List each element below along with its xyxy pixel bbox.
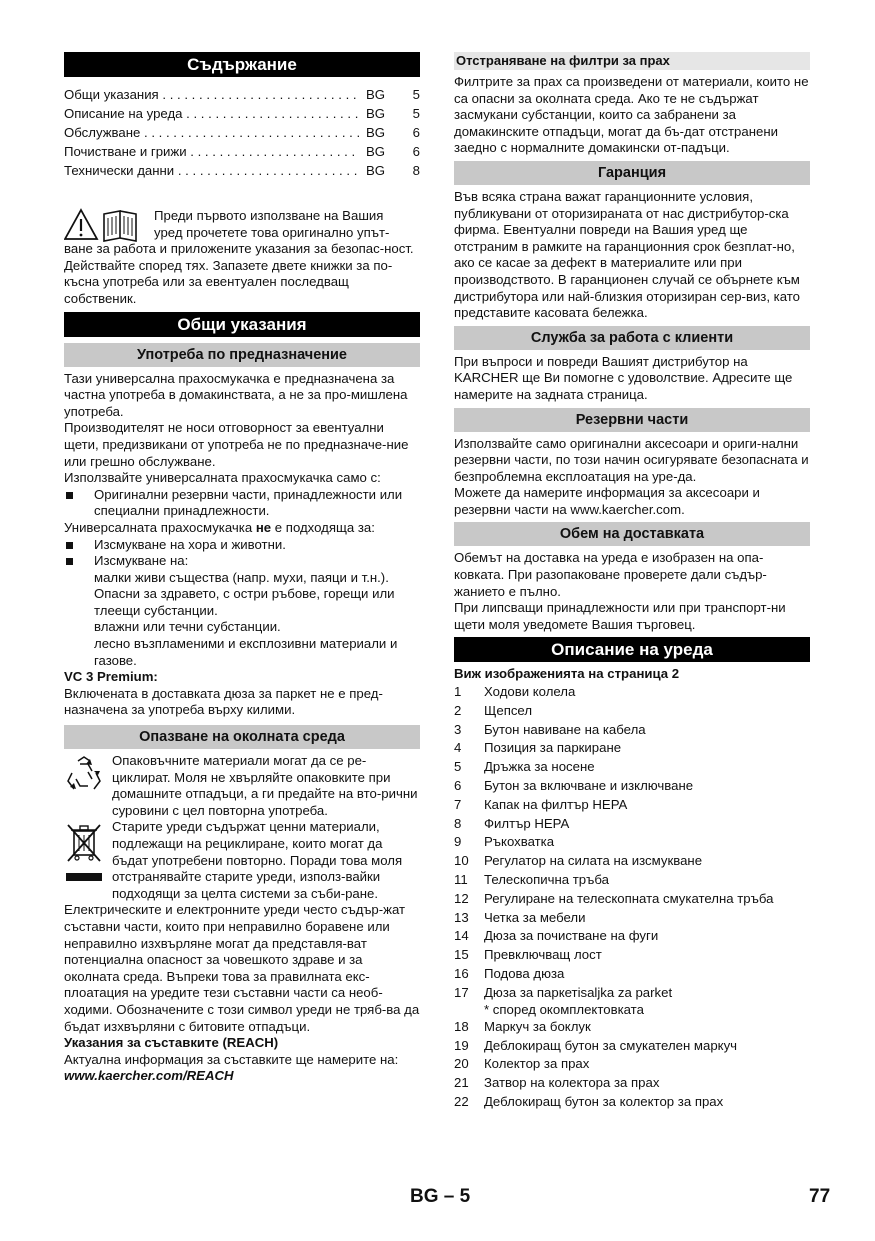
list-item: 19 Деблокиращ бутон за смукателен маркуч: [454, 1037, 738, 1053]
parts-list: [454, 683, 810, 1112]
list-item: 1 Ходови колела: [454, 684, 576, 700]
list-item: 10 Регулатор на силата на изсмукване: [454, 853, 703, 869]
footer-language-page: BG – 5: [410, 1186, 471, 1207]
list-item: Оригинални резервни части, принадлежности или специални принадлежности.: [64, 487, 420, 520]
left-column: Съдържание Общи указания . . . BG 5 Описание на уреда . . . BG 5 Обслужване . . . BG 6 Почистване и грижи . . . BG 6 Технически данни . . . BG 8 Преди първото използване на Вашия уред прочетете това оригинално упът- ване за работа и приложените указания за безопас-ност. Действайте според тях. Запазете двете книжки за по-късна употреба или за евентуален последващ собственик. Общи указания Употреба по предназначение Тази универсална прахосмукачка е предназначена за частна употреба в домакинствата, а не за про-мишлена употреба. Производителят не носи отговорност за евентуални щети, предизвикани от употреба не по предназначе-ние или грешно обслужване. Използвайте универсалната прахосмукачка само с: Оригинални резервни части, принадлежности или специални принадлежности. Универсалната прахосмукачка не е подходяща за: Изсмукване на хора и животни. Изсмукване на: малки живи същества (напр. мухи, паяци и т.н.). Опасни за здравето, с остри ръбове, горещи или тлеещи субстанции. влажни или течни субстанции. лесно възпламеними и експлозивни материали и газове. VC 3 Premium: Включената в доставката дюза за паркет не е пред-назначена за употреба върху килими. Опазване на околната среда Опаковъчните материали могат да се ре-циклират. Моля не хвърляйте опаковките при домашните отпадъци, а ги предайте на вто-рични суровини с цел повторна употреба. Старите уреди съдържат ценни материали, подлежащи на рециклиране, които могат да бъдат употребени повторно. Поради това моля отстранявайте старите уреди, използ-вайки подходящи за целта системи за съби-ране. Електрическите и електронните уреди често съдър-жат съставни части, които при неправилно боравене или неправилно изхвърляне могат да представля-ват потенциална опасност за човешкото здраве и за околната среда. Въпреки това за правилната екс-плоатация на уредите тези съставни части са необ-ходими. Обозначените с този символ уреди не тряб-ва да бъдат изхвърляни с битовите отпадъци. Указания за съставките (REACH) Актуална информация за съставките ще намерите на: www.kaercher.com/REACH: [64, 52, 420, 1085]
warning-block: Преди първото използване на Вашия уред прочетете това оригинално упът- ване за работа и приложените указания за безопас-ност. Действайте според тях. Запазете двете книжки за по-късна употреба или за евентуален последващ собственик.: [64, 208, 414, 306]
list-item: 14 Дюза за почистване на фуги: [454, 928, 659, 944]
toc-row[interactable]: Почистване и грижи . . . BG 6: [64, 142, 420, 161]
toc-row[interactable]: Общи указания . . . BG 5: [64, 85, 420, 104]
toc-heading: Съдържание: [64, 52, 420, 77]
recycling-block: Опаковъчните материали могат да се ре-циклират. Моля не хвърляйте опаковките при домашните отпадъци, а ги предайте на вто-рични суровини с цел повторна употреба.: [64, 753, 420, 819]
list-item: 22 Деблокиращ бутон за колектор за прах: [454, 1093, 724, 1109]
recycling-icon: [64, 755, 104, 795]
device-heading: Описание на уреда: [454, 637, 810, 662]
toc-row[interactable]: Технически данни . . . BG 8: [64, 161, 420, 180]
spares-heading: Резервни части: [454, 408, 810, 432]
list-item: 9 Ръкохватка: [454, 834, 555, 850]
weee-block: Старите уреди съдържат ценни материали, подлежащи на рециклиране, които могат да бъдат употребени повторно. Поради това моля отстранявайте старите уреди, използ-вайки подходящи за целта системи за съби-ране.: [64, 819, 420, 902]
list-item: 2 Щепсел: [454, 702, 533, 718]
list-item: Изсмукване на:: [64, 553, 420, 570]
list-item: 21 Затвор на колектора за прах: [454, 1075, 660, 1091]
environment-heading: Опазване на околната среда: [64, 725, 420, 749]
reach-link[interactable]: www.kaercher.com/REACH: [64, 1068, 234, 1084]
warning-manual-icon: [64, 208, 144, 242]
list-item: 15 Превключващ лост: [454, 947, 602, 963]
list-item: * според окомплектовката: [484, 1001, 644, 1017]
use-heading: Употреба по предназначение: [64, 343, 420, 367]
footer-page-number: 77: [809, 1186, 831, 1207]
list-item: 12 Регулиране на телескопната смукателна тръба: [454, 890, 774, 906]
filters-heading: Отстраняване на филтри за прах: [454, 52, 810, 70]
list-item: 11 Телескопична тръба: [454, 872, 609, 887]
list-item: 18 Маркуч за боклук: [454, 1018, 591, 1034]
delivery-heading: Обем на доставката: [454, 522, 810, 546]
warranty-heading: Гаранция: [454, 161, 810, 185]
list-item: 13 Четка за мебели: [454, 909, 586, 925]
crossed-bin-icon: [64, 821, 104, 883]
list-item: 3 Бутон навиване на кабела: [454, 721, 646, 737]
list-item: 7 Капак на филтър HEPA: [454, 796, 628, 812]
toc-list: [64, 85, 420, 180]
list-item: 16 Подова дюза: [454, 965, 565, 981]
right-column: Отстраняване на филтри за прах Филтрите за прах са произведени от материали, които не са опасни за околната среда. Ако те не съдържат засмукани субстанции, които са забранени за домакинските отпадъци, могат да бъ-дат отстранени заедно с нормалните домакински от-падъци. Гаранция Във всяка страна важат гаранционните условия, публикувани от оторизираната от нас дистрибутор-ска фирма. Евентуални повреди на Вашия уред ще отстраним в рамките на гаранционния срок безплат-но, ако се касае за дефект в материалите или при производството. В гаранционен случай се обърнете към дистрибутора или най-близкия оторизиран сер-виз, като представите касовата бележка. Служба за работа с клиенти При въпроси и повреди Вашият дистрибутор на KARCHER ще Ви помогне с удоволствие. Адресите ще намерите на задната страница. Резервни части Използвайте само оригинални аксесоари и ориги-нални резервни части, по този начин осигурявате безопасната и безпроблемна експлоатация на уре-да. Можете да намерите информация за аксесоари и резервни части на www.kaercher.com. Обем на доставката Обемът на доставка на уреда е изобразен на опа-ковката. При разопаковане проверете дали съдър-жанието е пълно. При липсващи принадлежности или при транспорт-ни щети моля уведомете Вашия търговец. Описание на уреда Виж изображенията на страница 2 1 Ходови колела 2 Щепсел 3 Бутон навиване на кабела 4 Позиция за паркиране 5 Дръжка за носене 6 Бутон за включване и изключване 7 Капак на филтър HEPA 8 Филтър HEPA 9 Ръкохватка 10 Регулатор на силата на изсмукване 11 Телескопична тръба 12 Регулиране на телескопната смукателна тръба 13 Четка за мебели 14 Дюза за почистване на фуги 15 Превключващ лост 16 Подова дюза 17 Дюза за паркетisaljka za parket * според окомплектовката 18 Маркуч за боклук 19 Деблокиращ бутон за смукателен маркуч 20 Колектор за прах 21 Затвор на колектора за прах 22 Деблокиращ бутон за колектор за прах: [454, 52, 810, 1112]
list-item: 5 Дръжка за носене: [454, 759, 595, 775]
toc-row[interactable]: Описание на уреда . . . BG 5: [64, 104, 420, 123]
list-item: 6 Бутон за включване и изключване: [454, 778, 694, 794]
list-item: 8 Филтър HEPA: [454, 815, 570, 831]
toc-row[interactable]: Обслужване . . . BG 6: [64, 123, 420, 142]
general-heading: Общи указания: [64, 312, 420, 337]
list-item: 17 Дюза за паркетisaljka za parket: [454, 984, 673, 1000]
service-heading: Служба за работа с клиенти: [454, 326, 810, 350]
list-item: Изсмукване на хора и животни.: [64, 537, 420, 554]
list-item: 20 Колектор за прах: [454, 1056, 590, 1072]
list-item: 4 Позиция за паркиране: [454, 740, 622, 756]
